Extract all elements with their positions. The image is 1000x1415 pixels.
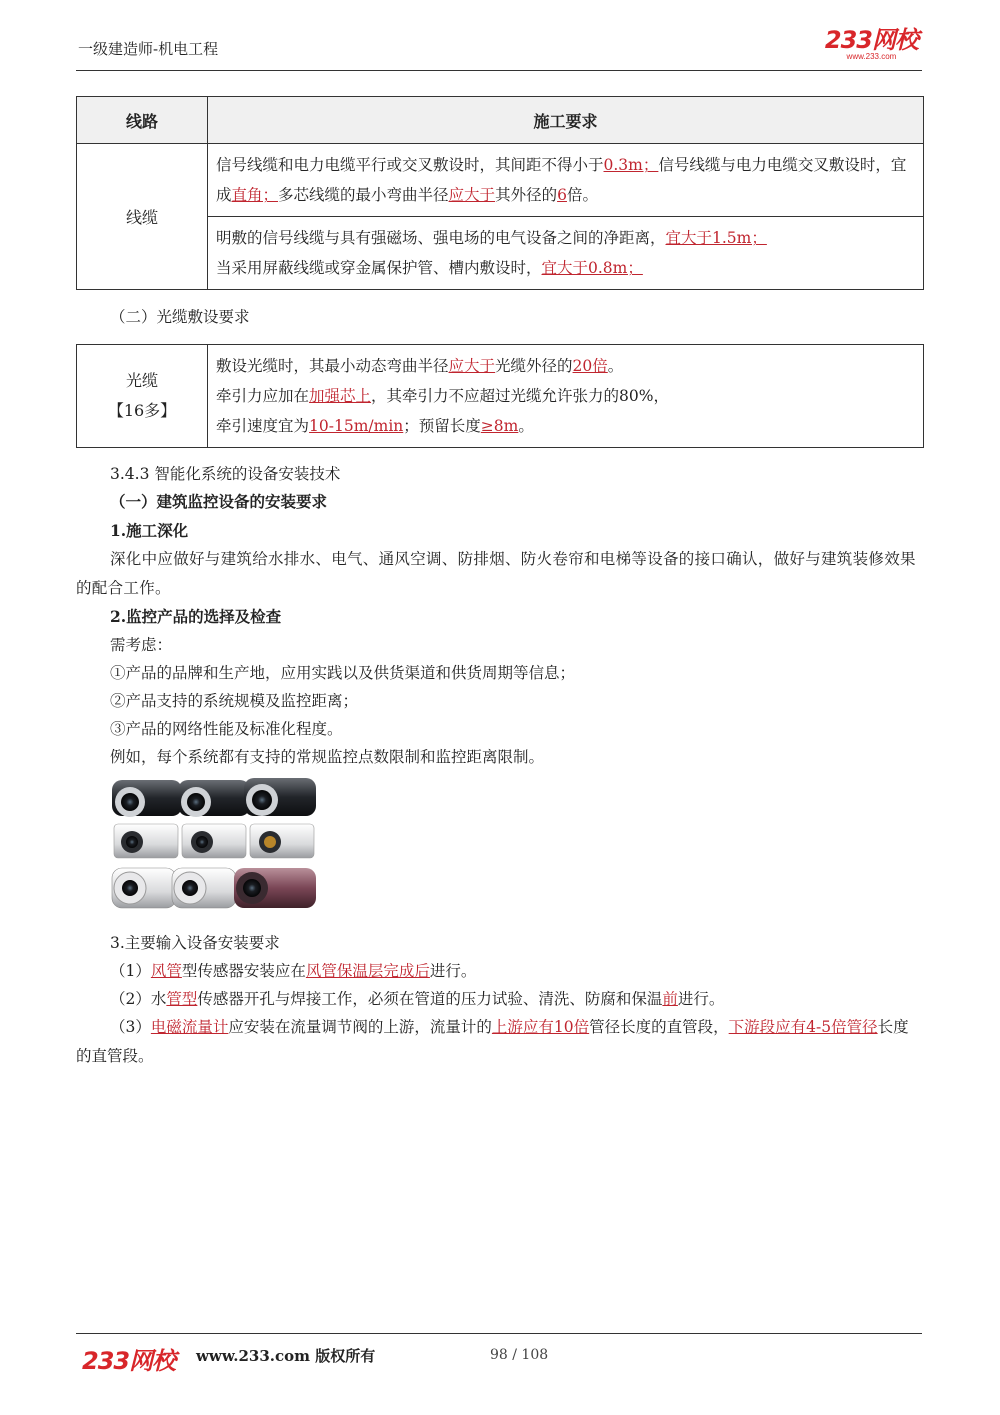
requirement-item: （1）风管型传感器安装应在风管保温层完成后进行。 xyxy=(110,962,477,980)
row-label-cable: 线缆 xyxy=(77,144,208,290)
table-cell: 明敷的信号线缆与具有强磁场、强电场的电气设备之间的净距离，宜大于1.5m； 当采用屏蔽线缆或穿金属保护管、槽内敷设时，宜大于0.8m； xyxy=(208,217,924,290)
requirement-item: （2）水管型传感器开孔与焊接工作，必须在管道的压力试验、清洗、防腐和保温前进行。 xyxy=(110,990,725,1008)
footer-logo: 233网校 xyxy=(82,1347,176,1375)
page-number: 98 / 108 xyxy=(490,1347,549,1363)
brand-logo-text: 233网校 xyxy=(824,26,918,54)
list-item: ③产品的网络性能及标准化程度。 xyxy=(110,720,343,738)
consider-label: 需考虑： xyxy=(110,636,173,654)
subsection-heading: （一）建筑监控设备的安装要求 xyxy=(110,492,328,511)
brand-logo xyxy=(825,28,918,61)
footer-copyright: www.233.com 版权所有 xyxy=(196,1347,376,1365)
cable-requirements-table xyxy=(76,96,924,290)
section-heading-343: 3.4.3 智能化系统的设备安装技术 xyxy=(110,465,341,483)
table-cell: 敷设光缆时，其最小动态弯曲半径应大于光缆外径的20倍。 牵引力应加在加强芯上，其牵引力不应超过光缆允许张力的80%， 牵引速度宜为10-15m/min；预留长度≥8m。 xyxy=(208,345,924,448)
requirement-item: （3）电磁流量计应安装在流量调节阀的上游，流量计的上游应有10倍管径长度的直管段，下游段应有4-5倍管径长度的直管段。 xyxy=(76,1018,909,1065)
surveillance-cameras-image xyxy=(110,776,318,912)
footer-divider xyxy=(76,1333,922,1334)
paragraph-deepening: 深化中应做好与建筑给水排水、电气、通风空调、防排烟、防火卷帘和电梯等设备的接口确认，做好与建筑装修效果的配合工作。 xyxy=(76,550,916,597)
list-item: ②产品支持的系统规模及监控距离； xyxy=(110,692,359,710)
list-item: ①产品的品牌和生产地，应用实践以及供货渠道和供货周期等信息； xyxy=(110,664,576,682)
fiber-requirements-table xyxy=(76,344,924,448)
brand-logo-url: www.233.com xyxy=(846,52,897,61)
section-heading-fiber: （二）光缆敷设要求 xyxy=(110,308,250,326)
heading-product-selection: 2.监控产品的选择及检查 xyxy=(110,607,282,626)
table-header-requirement: 施工要求 xyxy=(208,97,924,144)
row-label-fiber: 光缆 【16多】 xyxy=(77,345,208,448)
camera-row-3 xyxy=(112,868,316,908)
example-text: 例如，每个系统都有支持的常规监控点数限制和监控距离限制。 xyxy=(110,748,545,766)
heading-construction-deepening: 1.施工深化 xyxy=(110,521,189,540)
table-header-route: 线路 xyxy=(77,97,208,144)
document-header-title: 一级建造师-机电工程 xyxy=(78,40,219,58)
table-cell: 信号线缆和电力电缆平行或交叉敷设时，其间距不得小于0.3m；信号线缆与电力电缆交叉敷设时，宜成直角；多芯线缆的最小弯曲半径应大于其外径的6倍。 xyxy=(208,144,924,217)
header-divider xyxy=(76,70,922,71)
camera-row-2 xyxy=(114,824,314,858)
heading-input-devices: 3.主要输入设备安装要求 xyxy=(110,934,280,952)
camera-row-1 xyxy=(112,778,316,817)
